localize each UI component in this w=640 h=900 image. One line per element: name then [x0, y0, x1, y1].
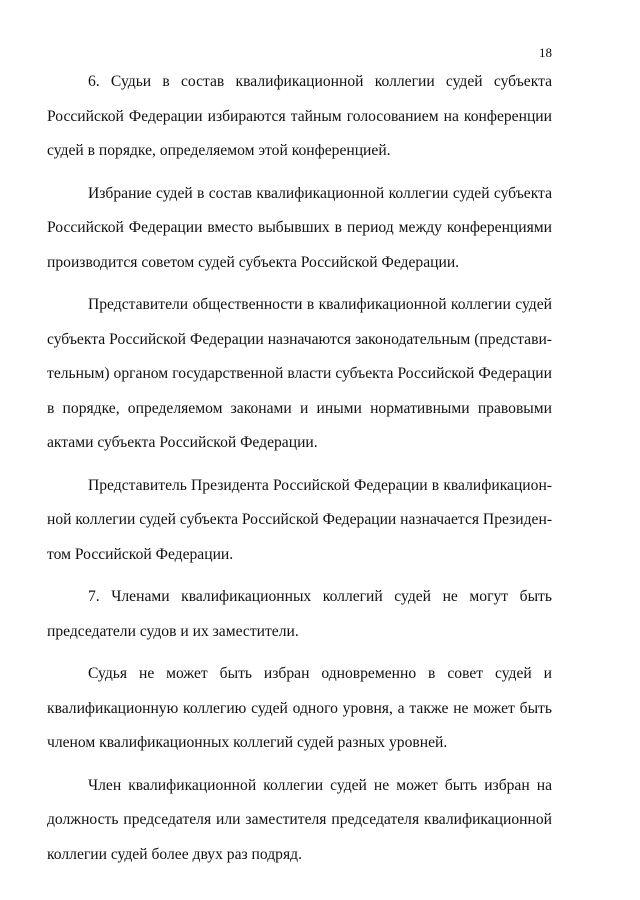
paragraph-6-election: 6. Судьи в состав квалификационной коллегии судей субъекта Российской Федерации избираются тайным голосованием на конференции судей в порядке, определяемом этой конференцией.: [47, 73, 552, 159]
paragraph-chair-term-limit: Член квалификационной коллегии судей не может быть избран на должность председателя или заместителя председателя квалификационной коллегии судей более двух раз подряд.: [47, 776, 552, 863]
paragraph-dual-membership: Судья не может быть избран одновременно в совет судей и квалификационную коллегию судей одного уровня, а также не может быть членом квалификационных коллегий судей разных уровней.: [47, 665, 552, 751]
paragraph-7-court-chairs: 7. Членами квалификационных коллегий судей не могут быть председатели судов и их заместители.: [47, 588, 552, 640]
page-number: 18: [539, 45, 552, 60]
paragraph-replacement-judges: Избрание судей в состав квалификационной коллегии судей субъекта Российской Федерации вместо выбывших в период между конференциями производится советом судей субъекта Российской Федерации.: [47, 184, 552, 271]
paragraph-president-representative: Представитель Президента Российской Федерации в квалификационной коллегии судей субъекта Российской Федерации назначается Президентом Российской Федерации.: [47, 476, 553, 563]
body-text: [47, 65, 552, 880]
paragraph-public-representatives: Представители общественности в квалификационной коллегии судей субъекта Российской Федерации назначаются законодательным (представительным) органом государственной власти субъекта Российской Федерации в порядке, определяемом законами и иными нормативными правовыми актами субъекта Российской Федерации.: [47, 296, 552, 451]
